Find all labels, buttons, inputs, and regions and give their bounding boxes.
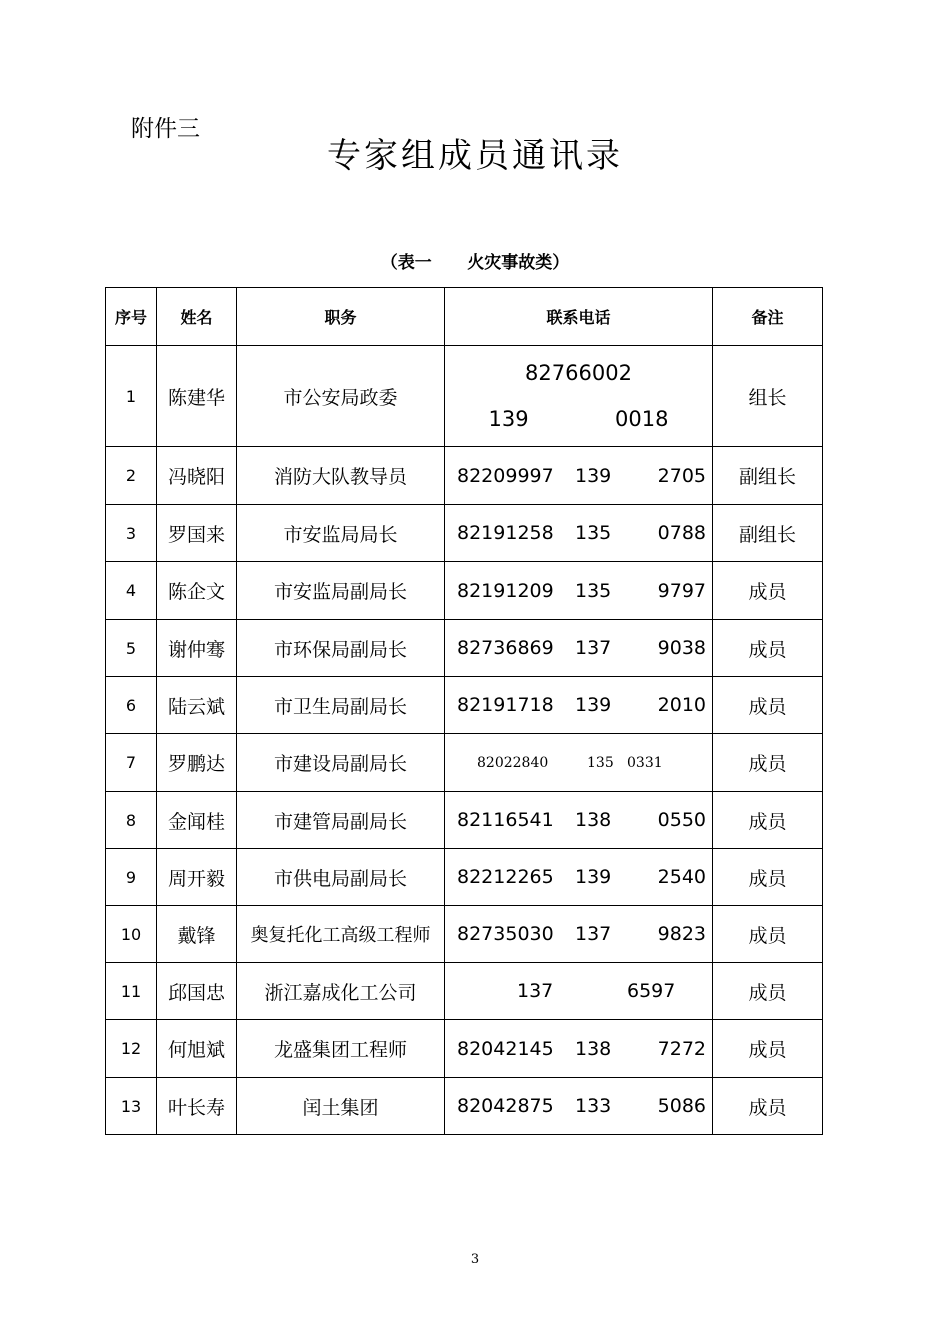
mobile-suffix: 0550	[657, 809, 706, 831]
row-note: 成员	[713, 562, 823, 620]
row-note: 成员	[713, 620, 823, 677]
row-name: 罗鹏达	[157, 734, 237, 792]
row-name: 邱国忠	[157, 963, 237, 1020]
table-row	[106, 620, 823, 677]
row-note: 组长	[713, 346, 823, 447]
row-title: 龙盛集团工程师	[237, 1020, 445, 1078]
landline-number: 82116541	[457, 809, 554, 831]
row-seq: 9	[106, 849, 157, 906]
mobile-prefix: 139	[575, 464, 612, 487]
row-seq: 3	[106, 505, 157, 562]
mobile-suffix: 9797	[657, 579, 706, 602]
row-note: 成员	[713, 963, 823, 1020]
row-phone	[445, 447, 713, 505]
row-title: 消防大队教导员	[237, 447, 445, 505]
row-phone	[445, 346, 713, 447]
row-name: 何旭斌	[157, 1020, 237, 1078]
mobile-suffix: 5086	[657, 1095, 706, 1117]
row-phone	[445, 620, 713, 677]
column-header-note: 备注	[713, 288, 823, 346]
table-row	[106, 447, 823, 505]
row-phone	[445, 849, 713, 906]
mobile-suffix: 2705	[657, 464, 706, 487]
row-title: 市安监局局长	[237, 505, 445, 562]
row-name: 叶长寿	[157, 1078, 237, 1135]
column-header-phone: 联系电话	[445, 288, 713, 346]
row-seq: 4	[106, 562, 157, 620]
row-phone	[445, 1078, 713, 1135]
mobile-suffix: 2010	[657, 694, 706, 716]
row-title: 市供电局副局长	[237, 849, 445, 906]
row-note: 成员	[713, 792, 823, 849]
row-phone	[445, 734, 713, 792]
landline-number: 82042145	[457, 1037, 554, 1060]
row-note: 成员	[713, 1078, 823, 1135]
row-note: 副组长	[713, 505, 823, 562]
table-row	[106, 963, 823, 1020]
column-header-title: 职务	[237, 288, 445, 346]
row-phone	[445, 562, 713, 620]
row-title: 市安监局副局长	[237, 562, 445, 620]
landline-number: 82736869	[457, 637, 554, 659]
row-name: 陈企文	[157, 562, 237, 620]
table-row	[106, 677, 823, 734]
mobile-suffix: 9038	[657, 637, 706, 659]
row-seq: 10	[106, 906, 157, 963]
mobile-prefix: 137	[575, 637, 612, 659]
mobile-suffix: 0018	[615, 407, 669, 431]
mobile-suffix: 0331	[627, 754, 663, 771]
landline-number: 82212265	[457, 866, 554, 888]
row-seq: 1	[106, 346, 157, 447]
row-note: 成员	[713, 1020, 823, 1078]
row-phone	[445, 1020, 713, 1078]
row-name: 周开毅	[157, 849, 237, 906]
landline-number: 82042875	[457, 1095, 554, 1117]
mobile-prefix: 139	[575, 866, 612, 888]
row-name: 罗国来	[157, 505, 237, 562]
row-seq: 11	[106, 963, 157, 1020]
row-phone	[445, 677, 713, 734]
table-row	[106, 734, 823, 792]
row-note: 成员	[713, 849, 823, 906]
mobile-prefix: 135	[575, 579, 612, 602]
mobile-prefix: 138	[575, 1037, 612, 1060]
table-row	[106, 792, 823, 849]
row-phone	[445, 906, 713, 963]
row-seq: 12	[106, 1020, 157, 1078]
row-title: 奥复托化工高级工程师	[237, 906, 445, 963]
mobile-prefix: 135	[587, 754, 614, 771]
mobile-suffix: 2540	[657, 866, 706, 888]
page-number: 3	[470, 1252, 480, 1267]
landline-number: 82191258	[457, 522, 554, 544]
table-row	[106, 505, 823, 562]
row-note: 成员	[713, 734, 823, 792]
row-seq: 13	[106, 1078, 157, 1135]
row-title: 闰土集团	[237, 1078, 445, 1135]
row-title: 市建设局副局长	[237, 734, 445, 792]
row-name: 金闻桂	[157, 792, 237, 849]
landline-number: 82209997	[457, 464, 554, 487]
column-header-name: 姓名	[157, 288, 237, 346]
landline-number: 82191718	[457, 694, 554, 716]
row-title: 浙江嘉成化工公司	[237, 963, 445, 1020]
mobile-prefix: 137	[517, 980, 554, 1002]
table-row	[106, 1078, 823, 1135]
row-title: 市建管局副局长	[237, 792, 445, 849]
column-header-seq: 序号	[106, 288, 157, 346]
row-phone	[445, 963, 713, 1020]
row-phone	[445, 792, 713, 849]
table-row	[106, 849, 823, 906]
row-seq: 5	[106, 620, 157, 677]
row-note: 副组长	[713, 447, 823, 505]
row-name: 陆云斌	[157, 677, 237, 734]
expert-contact-table	[105, 287, 823, 1135]
table-row	[106, 1020, 823, 1078]
landline-number: 82735030	[457, 923, 554, 945]
row-title: 市公安局政委	[237, 346, 445, 447]
row-name: 谢仲骞	[157, 620, 237, 677]
landline-number: 82022840	[477, 754, 549, 771]
row-name: 陈建华	[157, 346, 237, 447]
mobile-prefix: 137	[575, 923, 612, 945]
table-header-row	[106, 288, 823, 346]
mobile-prefix: 139	[575, 694, 612, 716]
table-row	[106, 562, 823, 620]
table-subtitle: （表一 火灾事故类）	[380, 253, 570, 273]
row-seq: 6	[106, 677, 157, 734]
row-name: 冯晓阳	[157, 447, 237, 505]
mobile-suffix: 7272	[657, 1037, 706, 1060]
mobile-suffix: 0788	[657, 522, 706, 544]
mobile-prefix: 135	[575, 522, 612, 544]
row-seq: 2	[106, 447, 157, 505]
landline-number: 82191209	[457, 579, 554, 602]
attachment-label: 附件三	[131, 116, 200, 142]
mobile-suffix: 9823	[657, 923, 706, 945]
row-name: 戴锋	[157, 906, 237, 963]
mobile-prefix: 133	[575, 1095, 612, 1117]
row-note: 成员	[713, 906, 823, 963]
landline-number: 82766002	[525, 361, 632, 385]
row-title: 市卫生局副局长	[237, 677, 445, 734]
mobile-prefix: 138	[575, 809, 612, 831]
mobile-suffix: 6597	[627, 980, 676, 1002]
row-title: 市环保局副局长	[237, 620, 445, 677]
document-title: 专家组成员通讯录	[327, 136, 623, 176]
row-phone	[445, 505, 713, 562]
row-seq: 8	[106, 792, 157, 849]
table-row	[106, 346, 823, 447]
row-seq: 7	[106, 734, 157, 792]
table-row	[106, 906, 823, 963]
mobile-prefix: 139	[488, 407, 529, 431]
row-note: 成员	[713, 677, 823, 734]
